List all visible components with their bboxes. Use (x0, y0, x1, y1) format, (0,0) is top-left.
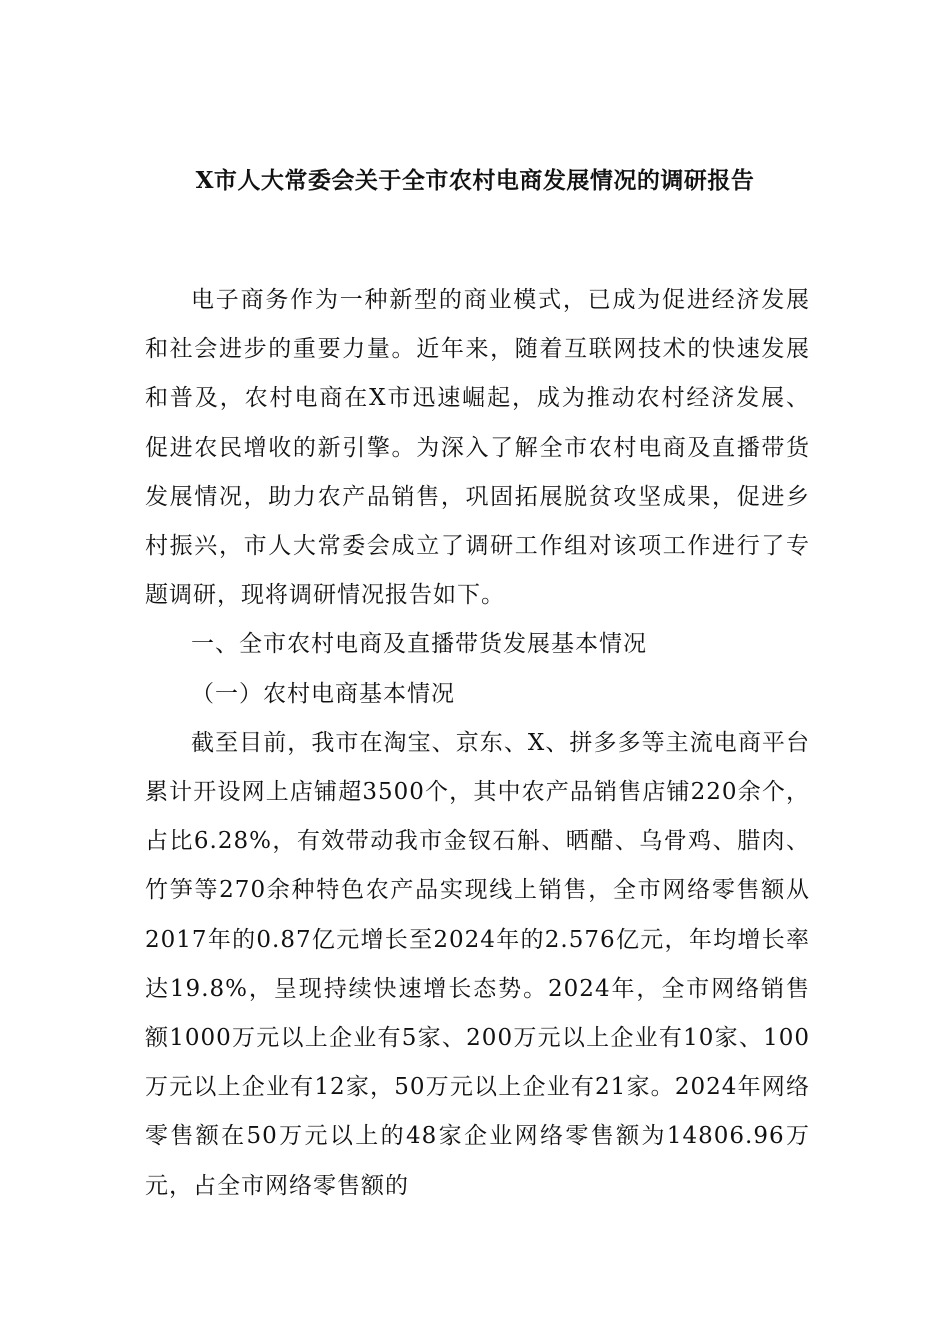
intro-paragraph: 电子商务作为一种新型的商业模式，已成为促进经济发展和社会进步的重要力量。近年来，随着互联网技术的快速发展和普及，农村电商在X市迅速崛起，成为推动农村经济发展、促进农民增收的新引擎。为深入了解全市农村电商及直播带货发展情况，助力农产品销售，巩固拓展脱贫攻坚成果，促进乡村振兴，市人大常委会成立了调研工作组对该项工作进行了专题调研，现将调研情况报告如下。 (145, 287, 810, 609)
section-heading: 一、全市农村电商及直播带货发展基本情况 (191, 631, 647, 658)
document-title: X市人大常委会关于全市农村电商发展情况的调研报告 (195, 167, 755, 194)
document-body (145, 276, 810, 1211)
subsection-heading: （一）农村电商基本情况 (191, 680, 455, 707)
details-paragraph: 截至目前，我市在淘宝、京东、X、拼多多等主流电商平台累计开设网上店铺超3500个，其中农产品销售店铺220余个，占比6.28%，有效带动我市金钗石斛、晒醋、乌骨鸡、腊肉、竹笋等270余种特色农产品实现线上销售，全市网络零售额从2017年的0.87亿元增长至2024年的2.576亿元，年均增长率达19.8%，呈现持续快速增长态势。2024年，全市网络销售额1000万元以上企业有5家、200万元以上企业有10家、100万元以上企业有12家，50万元以上企业有21家。2024年网络零售额在50万元以上的48家企业网络零售额为14806.96万元，占全市网络零售额的 (145, 729, 810, 1199)
